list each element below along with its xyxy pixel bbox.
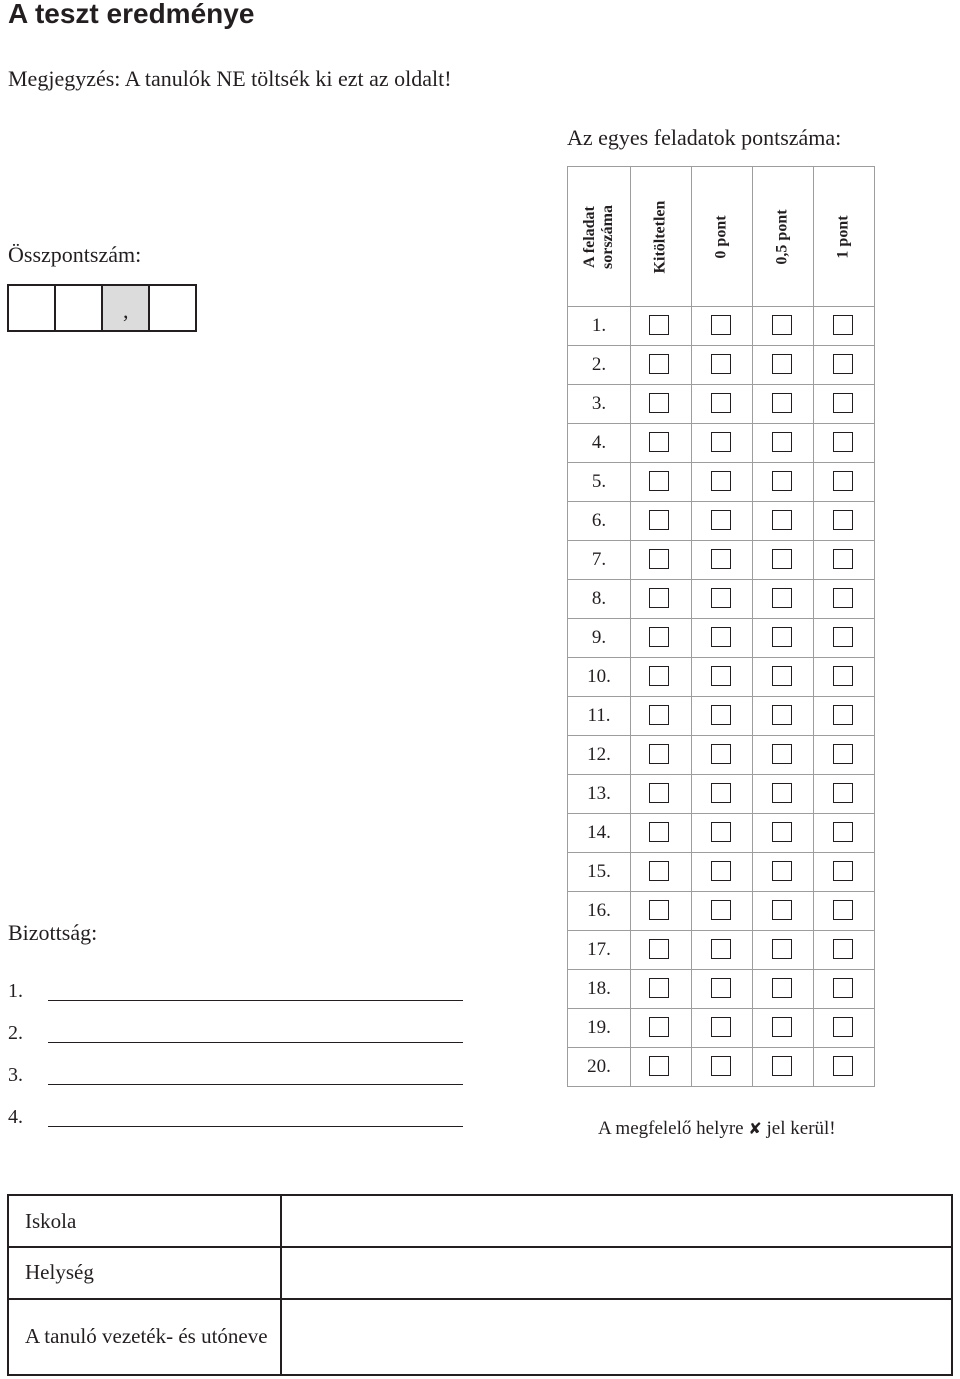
checkbox-zero-points[interactable]	[711, 432, 731, 452]
task-row	[568, 1008, 874, 1047]
checkbox-unfilled[interactable]	[649, 900, 669, 920]
checkbox-one-point[interactable]	[833, 549, 853, 569]
task-number: 10.	[587, 666, 611, 687]
task-row	[568, 930, 874, 969]
checkbox-half-point[interactable]	[772, 471, 792, 491]
header-one-point-label: 1 pont	[835, 214, 852, 259]
task-number: 3.	[591, 393, 607, 414]
city-label: Helység	[9, 1246, 282, 1298]
total-score-digit-3[interactable]	[150, 286, 195, 330]
task-row	[568, 306, 874, 345]
committee-line-number: 2.	[8, 1022, 23, 1044]
task-row	[568, 969, 874, 1008]
total-score-decimal-separator	[103, 286, 150, 330]
signature-line	[48, 1042, 463, 1043]
checkbox-half-point[interactable]	[772, 666, 792, 686]
committee-line-number: 3.	[8, 1064, 23, 1086]
checkbox-zero-points[interactable]	[711, 588, 731, 608]
signature-line	[48, 1000, 463, 1001]
checkbox-half-point[interactable]	[772, 627, 792, 647]
checkbox-one-point[interactable]	[833, 900, 853, 920]
checkbox-unfilled[interactable]	[649, 549, 669, 569]
total-score-boxes	[7, 284, 197, 332]
school-label: Iskola	[9, 1196, 282, 1246]
task-number: 7.	[591, 549, 607, 570]
task-row	[568, 657, 874, 696]
total-score-digit-2[interactable]	[56, 286, 103, 330]
instruction-text-start: A megfelelő helyre	[598, 1118, 744, 1139]
header-zero-points	[691, 167, 752, 306]
checkbox-zero-points[interactable]	[711, 978, 731, 998]
checkbox-one-point[interactable]	[833, 978, 853, 998]
checkbox-unfilled[interactable]	[649, 666, 669, 686]
checkbox-unfilled[interactable]	[649, 822, 669, 842]
task-number: 19.	[587, 1017, 611, 1038]
header-zero-points-label: 0 pont	[712, 214, 730, 259]
checkbox-unfilled[interactable]	[649, 783, 669, 803]
checkbox-zero-points[interactable]	[711, 393, 731, 413]
checkbox-half-point[interactable]	[772, 432, 792, 452]
checkbox-unfilled[interactable]	[649, 1056, 669, 1076]
task-row	[568, 696, 874, 735]
checkbox-one-point[interactable]	[833, 1056, 853, 1076]
task-number: 2.	[591, 354, 607, 375]
checkbox-half-point[interactable]	[772, 900, 792, 920]
checkbox-unfilled[interactable]	[649, 939, 669, 959]
page-note: Megjegyzés: A tanulók NE töltsék ki ezt az oldalt!	[8, 66, 452, 91]
checkbox-zero-points[interactable]	[711, 471, 731, 491]
checkbox-half-point[interactable]	[772, 705, 792, 725]
instruction-text-end: jel kerül!	[766, 1118, 836, 1139]
school-field[interactable]	[282, 1196, 951, 1246]
checkbox-one-point[interactable]	[833, 471, 853, 491]
signature-line	[48, 1126, 463, 1127]
checkbox-half-point[interactable]	[772, 354, 792, 374]
task-row	[568, 735, 874, 774]
checkbox-one-point[interactable]	[833, 666, 853, 686]
checkbox-half-point[interactable]	[772, 315, 792, 335]
header-one-point	[813, 167, 875, 306]
checkbox-unfilled[interactable]	[649, 510, 669, 530]
checkbox-half-point[interactable]	[772, 549, 792, 569]
task-row	[568, 891, 874, 930]
checkbox-unfilled[interactable]	[649, 705, 669, 725]
committee-line-1[interactable]	[8, 980, 48, 1004]
task-number: 4.	[591, 432, 607, 453]
signature-line	[48, 1084, 463, 1085]
committee-line-4[interactable]	[8, 1106, 48, 1130]
checkbox-zero-points[interactable]	[711, 354, 731, 374]
checkbox-half-point[interactable]	[772, 1056, 792, 1076]
checkbox-half-point[interactable]	[772, 939, 792, 959]
x-mark-icon: ✘	[748, 1119, 762, 1138]
checkbox-one-point[interactable]	[833, 744, 853, 764]
task-row	[568, 501, 874, 540]
checkbox-one-point[interactable]	[833, 393, 853, 413]
checkbox-unfilled[interactable]	[649, 393, 669, 413]
header-half-point	[752, 167, 813, 306]
decimal-comma: ,	[123, 298, 129, 323]
checkbox-zero-points[interactable]	[711, 510, 731, 530]
checkbox-zero-points[interactable]	[711, 939, 731, 959]
checkbox-unfilled[interactable]	[649, 315, 669, 335]
checkbox-unfilled[interactable]	[649, 861, 669, 881]
header-task-number-label: A feladat sorszáma	[581, 204, 617, 269]
committee-line-number: 1.	[8, 980, 23, 1002]
city-field[interactable]	[282, 1246, 951, 1298]
task-row	[568, 774, 874, 813]
header-task-number	[568, 167, 630, 306]
committee-label: Bizottság:	[8, 920, 98, 945]
student-name-row	[9, 1298, 951, 1374]
header-half-point-label: 0,5 pont	[773, 208, 791, 265]
checkbox-half-point[interactable]	[772, 588, 792, 608]
task-number: 20.	[587, 1056, 611, 1077]
task-number: 5.	[591, 471, 607, 492]
checkbox-one-point[interactable]	[833, 588, 853, 608]
checkbox-half-point[interactable]	[772, 978, 792, 998]
checkbox-zero-points[interactable]	[711, 1056, 731, 1076]
task-number: 9.	[591, 627, 607, 648]
marking-instruction	[598, 1118, 836, 1140]
checkbox-unfilled[interactable]	[649, 627, 669, 647]
committee-line-number: 4.	[8, 1106, 23, 1128]
page-title: A teszt eredménye	[8, 0, 255, 29]
task-number: 8.	[591, 588, 607, 609]
header-unfilled	[630, 167, 691, 306]
task-number: 15.	[587, 861, 611, 882]
checkbox-unfilled[interactable]	[649, 432, 669, 452]
checkbox-half-point[interactable]	[772, 1017, 792, 1037]
checkbox-one-point[interactable]	[833, 861, 853, 881]
checkbox-half-point[interactable]	[772, 510, 792, 530]
task-number: 13.	[587, 783, 611, 804]
checkbox-zero-points[interactable]	[711, 1017, 731, 1037]
checkbox-one-point[interactable]	[833, 822, 853, 842]
checkbox-one-point[interactable]	[833, 627, 853, 647]
task-number: 18.	[587, 978, 611, 999]
checkbox-one-point[interactable]	[833, 432, 853, 452]
checkbox-half-point[interactable]	[772, 393, 792, 413]
checkbox-half-point[interactable]	[772, 861, 792, 881]
checkbox-one-point[interactable]	[833, 510, 853, 530]
checkbox-zero-points[interactable]	[711, 627, 731, 647]
task-row	[568, 579, 874, 618]
checkbox-half-point[interactable]	[772, 744, 792, 764]
checkbox-unfilled[interactable]	[649, 471, 669, 491]
task-number: 6.	[591, 510, 607, 531]
committee-line-2[interactable]	[8, 1022, 48, 1046]
task-row	[568, 462, 874, 501]
checkbox-zero-points[interactable]	[711, 315, 731, 335]
checkbox-zero-points[interactable]	[711, 705, 731, 725]
checkbox-unfilled[interactable]	[649, 1017, 669, 1037]
student-name-label: A tanuló vezeték- és utóneve	[9, 1298, 282, 1374]
task-row	[568, 813, 874, 852]
task-row	[568, 540, 874, 579]
checkbox-zero-points[interactable]	[711, 822, 731, 842]
checkbox-zero-points[interactable]	[711, 783, 731, 803]
scores-caption: Az egyes feladatok pontszáma:	[567, 125, 842, 150]
task-number: 14.	[587, 822, 611, 843]
checkbox-one-point[interactable]	[833, 783, 853, 803]
checkbox-one-point[interactable]	[833, 939, 853, 959]
checkbox-zero-points[interactable]	[711, 861, 731, 881]
task-row	[568, 1047, 874, 1086]
checkbox-one-point[interactable]	[833, 315, 853, 335]
checkbox-unfilled[interactable]	[649, 978, 669, 998]
student-name-field[interactable]	[282, 1298, 951, 1374]
checkbox-one-point[interactable]	[833, 705, 853, 725]
checkbox-one-point[interactable]	[833, 1017, 853, 1037]
checkbox-unfilled[interactable]	[649, 588, 669, 608]
checkbox-half-point[interactable]	[772, 822, 792, 842]
committee-line-3[interactable]	[8, 1064, 48, 1088]
task-row	[568, 384, 874, 423]
city-row	[9, 1246, 951, 1300]
school-row	[9, 1196, 951, 1248]
task-number: 16.	[587, 900, 611, 921]
checkbox-one-point[interactable]	[833, 354, 853, 374]
checkbox-half-point[interactable]	[772, 783, 792, 803]
total-score-digit-1[interactable]	[9, 286, 56, 330]
task-row	[568, 852, 874, 891]
checkbox-unfilled[interactable]	[649, 744, 669, 764]
checkbox-zero-points[interactable]	[711, 666, 731, 686]
checkbox-zero-points[interactable]	[711, 900, 731, 920]
task-number: 12.	[587, 744, 611, 765]
checkbox-unfilled[interactable]	[649, 354, 669, 374]
task-row	[568, 423, 874, 462]
checkbox-zero-points[interactable]	[711, 549, 731, 569]
checkbox-zero-points[interactable]	[711, 744, 731, 764]
student-info-table	[7, 1194, 953, 1376]
total-score-label: Összpontszám:	[8, 242, 142, 267]
task-row	[568, 618, 874, 657]
task-number: 1.	[591, 315, 607, 336]
task-number: 11.	[587, 705, 611, 726]
task-row	[568, 345, 874, 384]
header-unfilled-label: Kitöltetlen	[651, 200, 669, 273]
task-score-table	[567, 166, 875, 1087]
task-number: 17.	[587, 939, 611, 960]
